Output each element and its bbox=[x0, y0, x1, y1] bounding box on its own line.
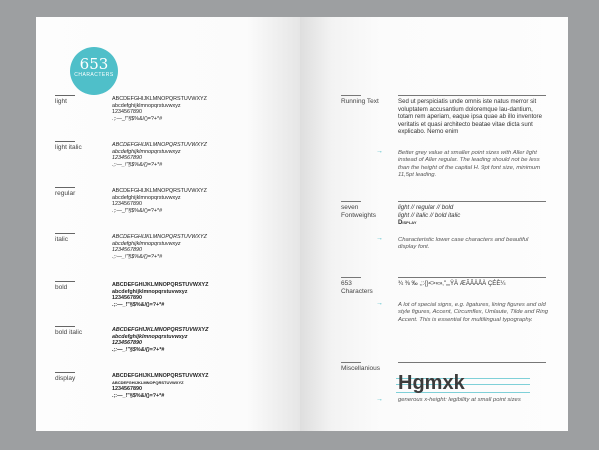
sample-punctuation: .;:—_!"§$%&/()=?+*# bbox=[112, 392, 165, 399]
divider bbox=[341, 201, 361, 202]
sample-lowercase: abcdefghijklmnopqrstuvwxyz bbox=[112, 194, 181, 201]
weight-name: light italic bbox=[55, 144, 82, 151]
sample-uppercase: ABCDEFGHIJKLMNOPQRSTUVWXYZ bbox=[112, 327, 209, 333]
divider bbox=[55, 95, 75, 96]
weight-sample bbox=[112, 142, 207, 168]
divider bbox=[398, 95, 546, 96]
sample-figures: 1234567890 bbox=[112, 155, 142, 162]
weight-sample bbox=[112, 282, 208, 308]
divider bbox=[55, 233, 75, 234]
arrow-icon: → bbox=[376, 235, 383, 242]
fontweights-sample bbox=[398, 204, 546, 227]
divider bbox=[398, 362, 546, 363]
label-line: 653 bbox=[341, 280, 352, 287]
characters-badge bbox=[70, 47, 118, 95]
weights-line: light // regular // bold bbox=[398, 204, 454, 211]
sample-punctuation: .;:—_!"§$%&/()=?+*# bbox=[112, 207, 163, 214]
sample-lowercase: abcdefghijklmnopqrstuvwxyz bbox=[112, 333, 188, 340]
weight-name: italic bbox=[55, 236, 69, 243]
divider bbox=[341, 277, 361, 278]
sample-uppercase: ABCDEFGHIJKLMNOPQRSTUVWXYZ bbox=[112, 282, 209, 288]
sample-uppercase: ABCDEFGHIJKLMNOPQRSTUVWXYZ bbox=[112, 142, 207, 148]
sample-figures: 1234567890 bbox=[112, 247, 142, 254]
sample-uppercase: ABCDEFGHIJKLMNOPQRSTUVWXYZ bbox=[112, 373, 209, 379]
sample-uppercase: ABCDEFGHIJKLMNOPQRSTUVWXYZ bbox=[112, 96, 207, 102]
divider bbox=[55, 372, 75, 373]
arrow-icon: → bbox=[376, 396, 383, 403]
characters-sample: ¾ ⅜ ‰ ,;:{}<>«»‚"„„ŸÄ ÆÃÂÄÅÀ ÇÉÈ¼ bbox=[398, 280, 506, 287]
sample-figures: 1234567890 bbox=[112, 201, 142, 208]
sample-lowercase: abcdefghijklmnopqrstuvwxyz bbox=[112, 240, 181, 247]
section-label bbox=[341, 280, 373, 296]
sample-punctuation: .;:—_!"§$%&/()=?+*# bbox=[112, 253, 163, 260]
sample-figures: 1234567890 bbox=[112, 340, 142, 347]
sample-punctuation: .;:—_!"§$%&/()=?+*# bbox=[112, 115, 163, 122]
weight-sample bbox=[112, 188, 207, 214]
weight-sample bbox=[112, 373, 208, 399]
miscellanious-note: generous x-height: legibility at small point sizes bbox=[398, 397, 521, 403]
weight-name: light bbox=[55, 98, 67, 105]
running-text-note: Better grey value at smaller point sizes with Aller light instead of Aller regular. The leading should not be less than the height of the capital H. 9pt font size, minimum 11,5pt leading. bbox=[398, 150, 541, 179]
arrow-icon: → bbox=[376, 148, 383, 155]
divider bbox=[55, 281, 75, 282]
weight-name: bold italic bbox=[55, 329, 83, 336]
badge-label: CHARACTERS bbox=[74, 72, 114, 78]
label-line: Fontweights bbox=[341, 212, 377, 219]
sample-uppercase: ABCDEFGHIJKLMNOPQRSTUVWXYZ bbox=[112, 234, 207, 240]
section-label: Miscellanious bbox=[341, 365, 381, 372]
sample-punctuation: .;:—_!"§$%&/()=?+*# bbox=[112, 161, 163, 168]
badge-number: 653 bbox=[79, 55, 109, 73]
weight-sample bbox=[112, 327, 208, 353]
weight-sample bbox=[112, 96, 207, 122]
sample-lowercase: abcdefghijklmnopqrstuvwxyz bbox=[112, 288, 188, 295]
section-label: Running Text bbox=[341, 98, 379, 105]
sample-lowercase: abcdefghijklmnopqrstuvwxyz bbox=[112, 379, 184, 386]
weight-name: regular bbox=[55, 190, 76, 197]
label-line: Characters bbox=[341, 288, 373, 295]
label-line: seven bbox=[341, 204, 359, 211]
hgmxk-sample: Hgmxk bbox=[398, 372, 465, 394]
sample-uppercase: ABCDEFGHIJKLMNOPQRSTUVWXYZ bbox=[112, 188, 207, 194]
divider bbox=[341, 362, 361, 363]
sample-figures: 1234567890 bbox=[112, 109, 142, 116]
divider bbox=[398, 201, 546, 202]
divider bbox=[55, 187, 75, 188]
weight-sample bbox=[112, 234, 207, 260]
weight-name: bold bbox=[55, 284, 68, 291]
sample-punctuation: .;:—_!"§$%&/()=?+*# bbox=[112, 301, 165, 308]
sample-figures: 1234567890 bbox=[112, 295, 142, 302]
arrow-icon: → bbox=[376, 300, 383, 307]
fontweights-note: Characteristic lower case characters and beautiful display font. bbox=[398, 237, 529, 251]
sample-lowercase: abcdefghijklmnopqrstuvwxyz bbox=[112, 102, 181, 109]
sample-punctuation: .;:—_!"§$%&/()=?+*# bbox=[112, 346, 165, 353]
weight-name: display bbox=[55, 375, 76, 382]
divider bbox=[341, 95, 361, 96]
divider bbox=[55, 141, 75, 142]
divider bbox=[398, 277, 546, 278]
weights-line: Display bbox=[398, 219, 417, 227]
running-text-body: Sed ut perspiciatis unde omnis iste natus merror sit voluptatem accusantium doloremque lau-dantium, totam rem aperiam, eaque ipsa quae ab illo inventore veritatis et quasi architecto beatae vitae dicta sunt explicabo. Nemo enim bbox=[398, 98, 542, 136]
weights-line: light // italic // bold italic bbox=[398, 211, 461, 219]
characters-note: A lot of special signs, e.g. ligatures, lining figures and old style figures, Accent, Circumflex, Umlaute, Tilde and Ring Accent. This is essential for multilingual typography. bbox=[398, 302, 548, 323]
divider bbox=[55, 326, 75, 327]
sample-lowercase: abcdefghijklmnopqrstuvwxyz bbox=[112, 148, 181, 155]
section-label bbox=[341, 204, 376, 220]
sample-figures: 1234567890 bbox=[112, 386, 142, 393]
